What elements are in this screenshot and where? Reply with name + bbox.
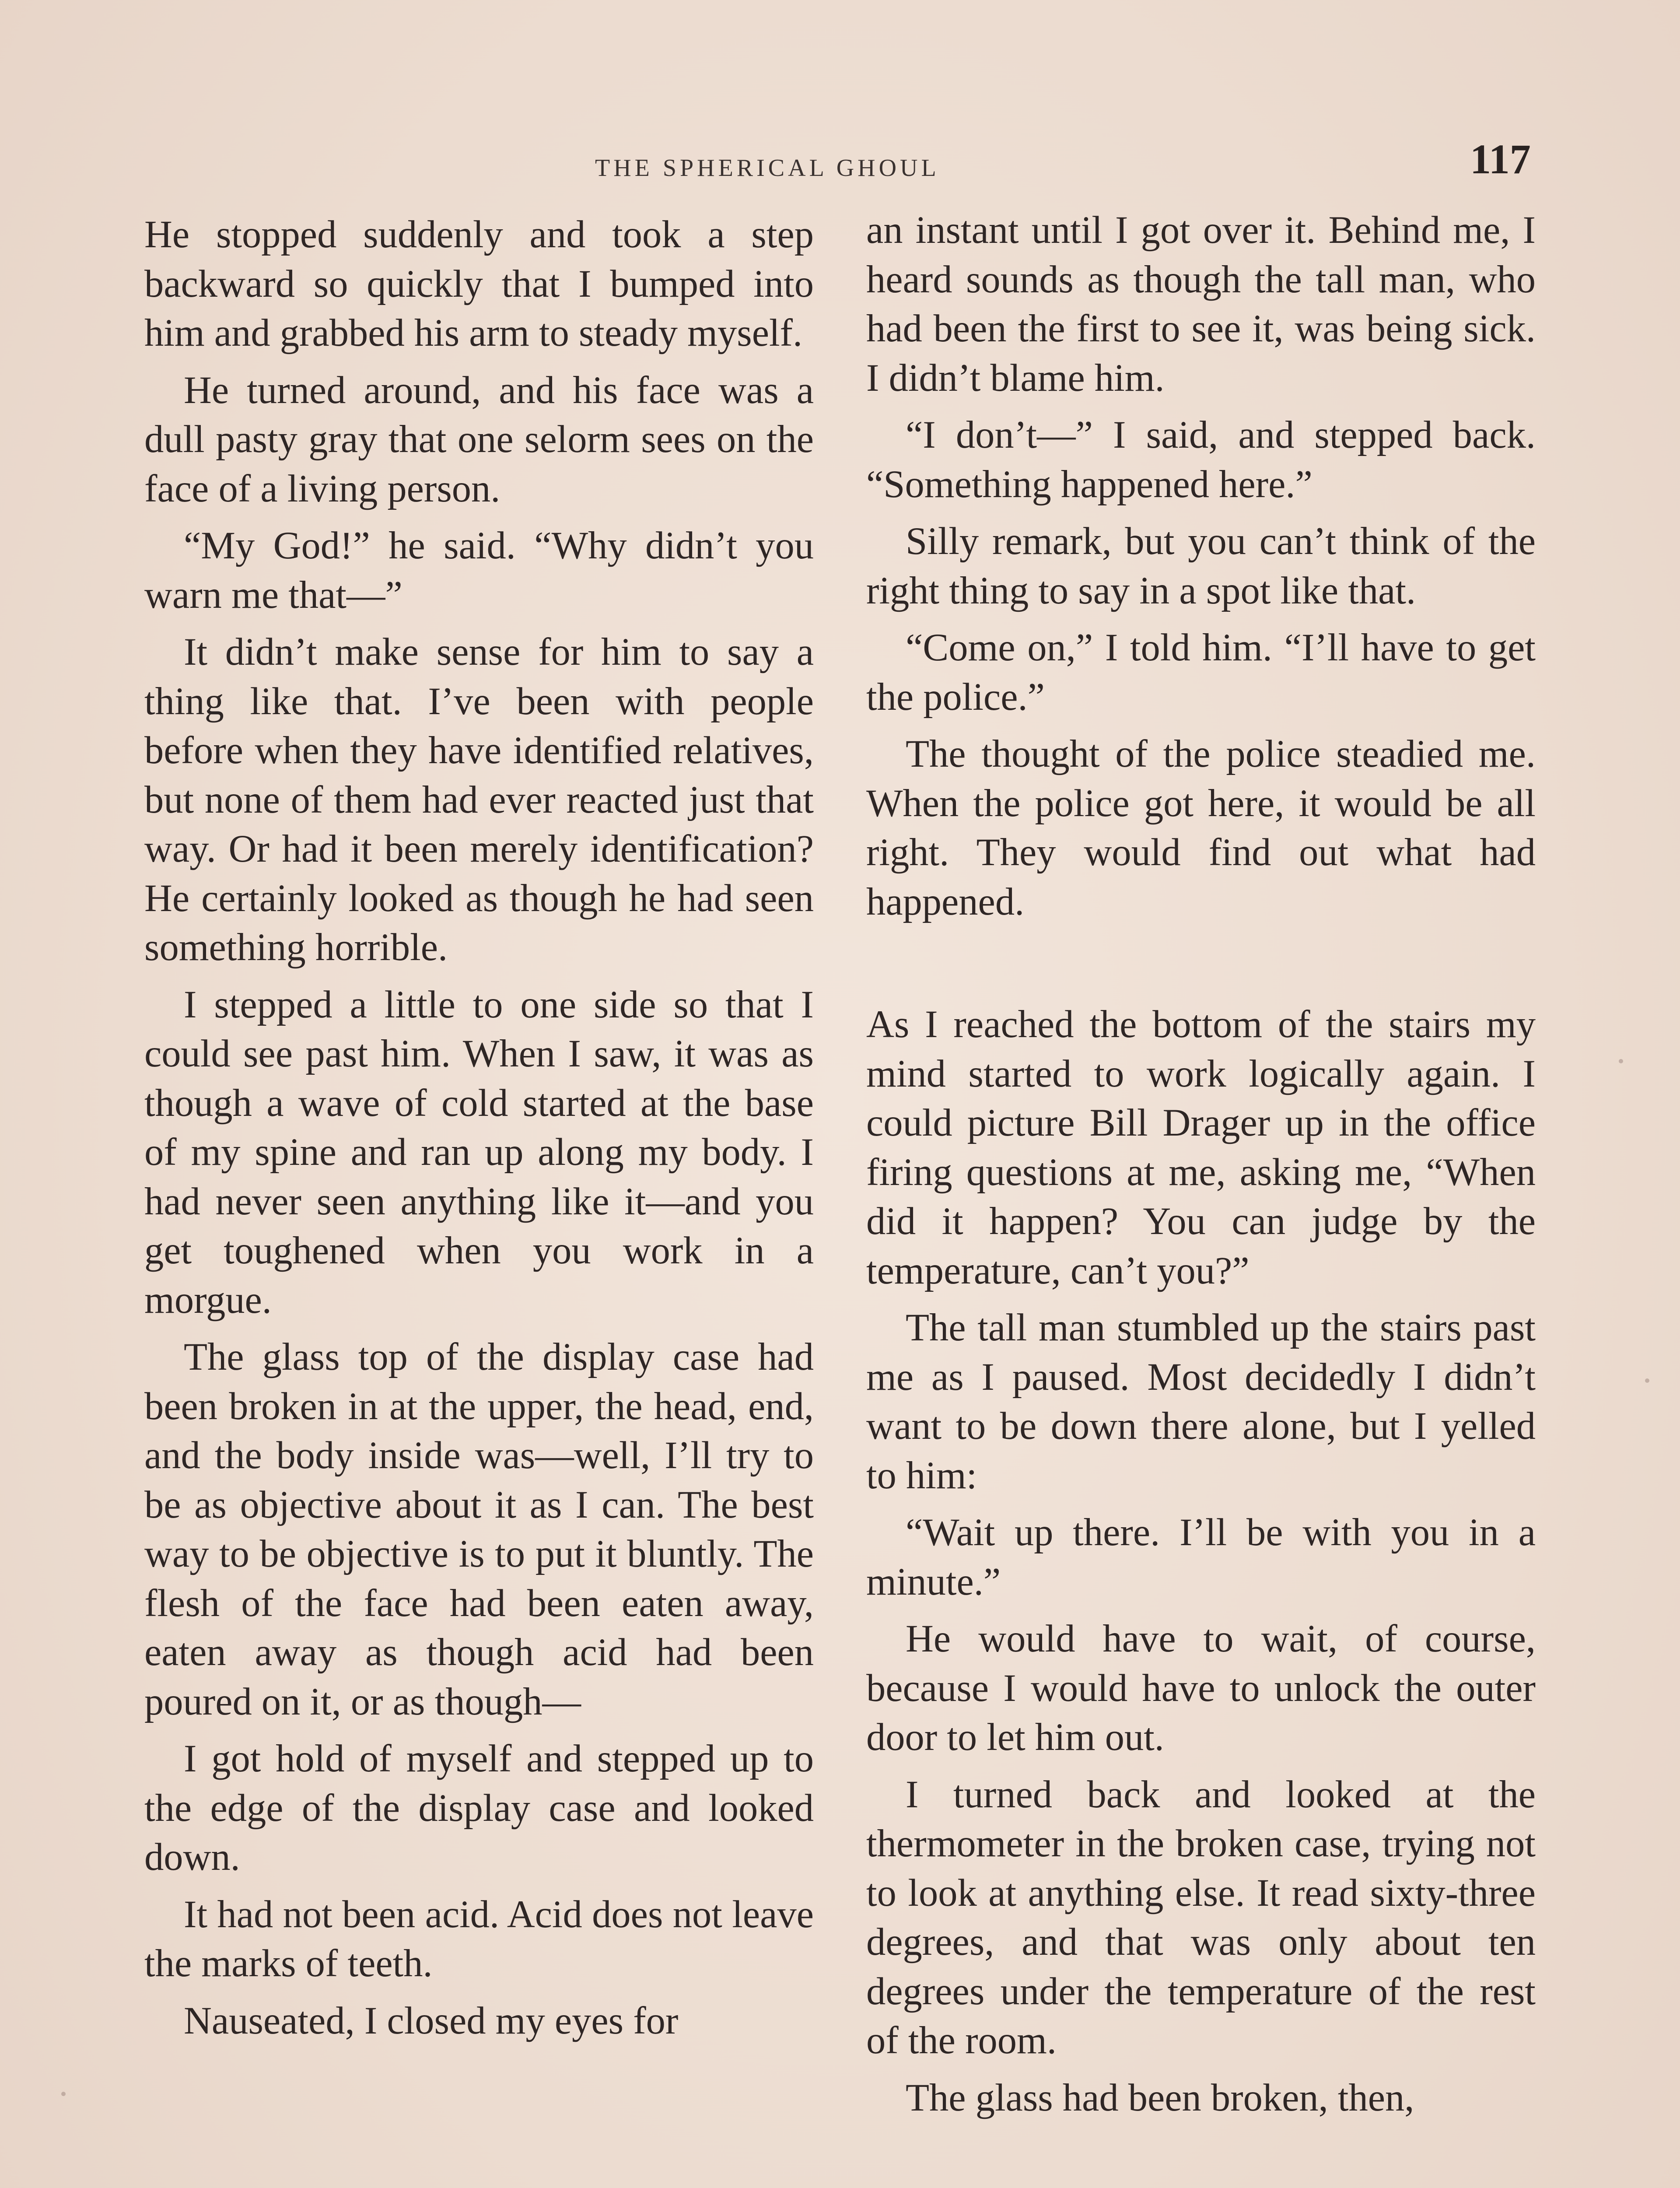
paragraph: an instant until I got over it. Behind me, I heard sounds as though the tall man, who had been the first to see it, was being sick. I didn’t blame him.	[866, 209, 1536, 400]
running-title: THE SPHERICAL GHOUL	[595, 154, 940, 182]
paragraph: I turned back and looked at the thermometer in the broken case, trying not to look at anything else. It read sixty-three degrees, and that was only about ten degrees under the temperature of the rest of the room.	[866, 1773, 1536, 2062]
paragraph: It had not been acid. Acid does not leave the marks of teeth.	[144, 1893, 814, 1985]
paragraph: I stepped a little to one side so that I could see past him. When I saw, it was as though a wave of cold started at the base of my spine and ran up along my body. I had never seen anything like it—and you get toughened when you work in a morgue.	[144, 983, 814, 1322]
page-header	[0, 131, 1680, 201]
paragraph: The glass top of the display case had been broken in at the upper, the head, end, and the body inside was—well, I’ll try to be as objective about it as I can. The best way to be objective is to put it bluntly. The flesh of the face had been eaten away, eaten away as though acid had been poured on it, or as though—	[144, 1336, 814, 1723]
paragraph: “I don’t—” I said, and stepped back. “Something happened here.”	[866, 414, 1536, 506]
paragraph: The thought of the police steadied me. When the police got here, it would be all right. They would find out what had happened.	[866, 733, 1536, 923]
scan-speck	[61, 2092, 66, 2096]
left-column	[144, 210, 814, 2053]
scan-speck	[1645, 1378, 1649, 1383]
paragraph: “My God!” he said. “Why didn’t you warn me that—”	[144, 524, 814, 617]
paragraph: As I reached the bottom of the stairs my mind started to work logically again. I could picture Bill Drager up in the office firing questions at me, asking me, “When did it happen? You can judge by the temperature, can’t you?”	[866, 1003, 1536, 1292]
section-break	[866, 934, 1536, 1000]
scan-speck	[1619, 1059, 1623, 1063]
paragraph: The tall man stumbled up the stairs past me as I paused. Most decidedly I didn’t want to be down there alone, but I yelled to him:	[866, 1306, 1536, 1497]
page-number: 117	[1470, 136, 1531, 182]
right-column	[866, 206, 1536, 2130]
paragraph: It didn’t make sense for him to say a thing like that. I’ve been with people before when they have identified relatives, but none of them had ever reacted just that way. Or had it been merely identification? He certainly looked as though he had seen something horrible.	[144, 631, 814, 969]
paragraph: I got hold of myself and stepped up to the edge of the display case and looked down.	[144, 1737, 814, 1879]
paragraph: The glass had been broken, then,	[906, 2076, 1414, 2119]
paragraph: “Wait up there. I’ll be with you in a minute.”	[866, 1511, 1536, 1603]
paragraph: He stopped suddenly and took a step backward so quickly that I bumped into him and grabbed his arm to steady myself.	[144, 213, 814, 354]
paragraph: “Come on,” I told him. “I’ll have to get the police.”	[866, 626, 1536, 719]
paragraph: He would have to wait, of course, because I would have to unlock the outer door to let him out.	[866, 1617, 1536, 1759]
paragraph: Nauseated, I closed my eyes for	[184, 1999, 679, 2042]
paragraph: He turned around, and his face was a dull pasty gray that one selorm sees on the face of a living person.	[144, 368, 814, 510]
paragraph: Silly remark, but you can’t think of the right thing to say in a spot like that.	[866, 520, 1536, 612]
